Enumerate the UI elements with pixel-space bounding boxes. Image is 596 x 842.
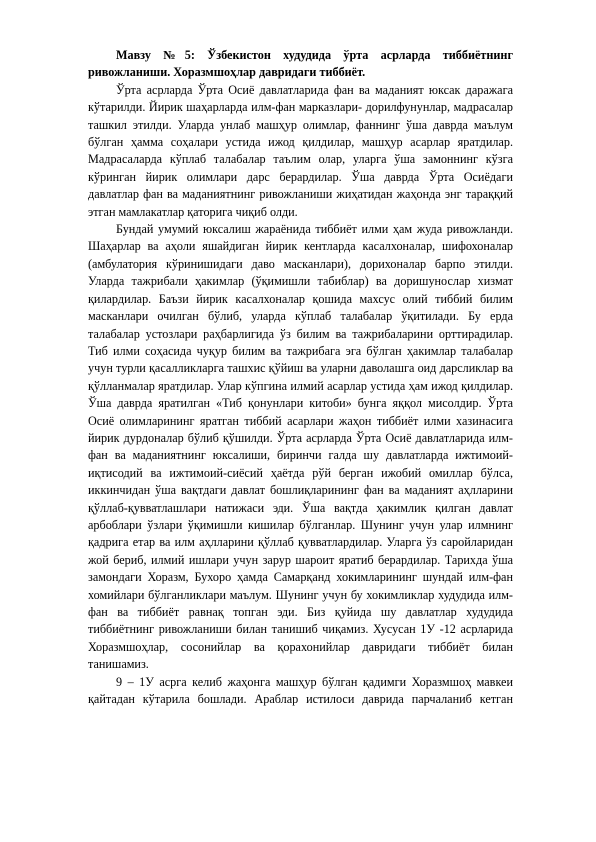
paragraph-2: Бундай умумий юксалиш жараёнида тиббиёт илми ҳам жуда ривожланди. Шаҳарлар ва аҳоли яшайдиган йирик кентларда касалхоналар, шифохоналар (амбулатория кўринишидаги даво масканлари), дорихоналар барпо этилди. Уларда тажрибали ҳакимлар (ўқимишли табиблар) ва доришунослар хизмат қилардилар. Баъзи йирик касалхоналар қошида махсус олий тиббий билим масканлари очилган бўлиб, уларда кўплаб талабалар ўқитилади. Бу ерда талабалар устозлари раҳбарлигида ўз билим ва тажрибаларини орттирадилар. Тиб илми соҳасида чуқур билим ва тажрибага эга бўлган ҳакимлар талабалар учун турли қасалликларга ташхис қўйиш ва уларни даволашга оид дарсликлар ва қўлланмалар яратдилар. Улар кўпгина илмий асарлар устида ҳам ижод қилдилар. Ўша даврда яратилган «Тиб қонунлари китоби» бунга яққол мисолдир. Ўрта Осиё олимларининг яратган тиббий асарлари жаҳон тиббиёт илми хазинасига йирик дурдоналар бўлиб қўшилди. Ўрта асрларда Ўрта Осиё давлатларида илм-фан ва маданиятнинг юксалиши, биринчи галда шу давлатларда ижтимоий-иқтисодий ва ижтимоий-сиёсий ҳаётда рўй берган ижобий омиллар бўлса, иккинчидан ўша вақтдаги давлат бошлиқларининг фан ва маданият аҳлларини қўллаб-қувватлашлари натижаси эди. Ўша вақтда ҳакимлик қилган давлат арбоблари ўзлари ўқимишли кишилар бўлганлар. Шунинг учун улар илмнинг қадрига етар ва илм аҳлларини қўллаб қувватлардилар. Уларга ўз саройларидан жой бериб, илмий ишлари учун зарур шароит яратиб берардилар. Тарихда ўша замондаги Хоразм, Бухоро ҳамда Самарқанд хокимларининг шундай илм-фан хомийлари бўлганликлари маълум. Шунинг учун бу хокимликлар худудида илм-фан ва тиббиёт равнақ топган эди. Биз қуйида шу давлатлар худудида тиббиётнинг ривожланиши билан танишиб чиқамиз. Хусусан 1У -12 асрларида Хоразмшоҳлар, сосонийлар ва қорахонийлар давридаги тиббиёт билан танишамиз. [88,222,513,672]
paragraph-3: 9 – 1У асрга келиб жаҳонга машҳур бўлган қадимги Хоразмшоҳ мавкеи қайтадан кўтарила бошлади. Араблар истилоси даврида парчаланиб кетган [88,674,513,707]
paragraph-1: Ўрта асрларда Ўрта Осиё давлатларида фан ва маданият юксак даражага кўтарилди. Йирик шаҳарларда илм-фан марказлари- дорилфунунлар, мадрасалар ташкил этилди. Уларда унлаб машҳур олимлар, фаннинг ўша даврда маълум бўлган ҳамма соҳалари устида ижод қилдилар, машҳур асарлар яратдилар. Мадрасаларда кўплаб талабалар таълим олар, уларга ўша замоннинг кўзга кўринган йирик олимлари дарс берардилар. Ўша даврда Ўрта Осиёдаги давлатлар фан ва маданиятнинг ривожланиши жиҳатидан жаҳонда энг тараққий этган мамлакатлар қаторига чиқиб олди. [88,82,513,219]
document-body [88,47,513,708]
document-heading: Мавзу №5: Ўзбекистон худудида ўрта асрларда тиббиётнинг ривожланиши. Хоразмшоҳлар давридаги тиббиёт. [88,48,513,80]
